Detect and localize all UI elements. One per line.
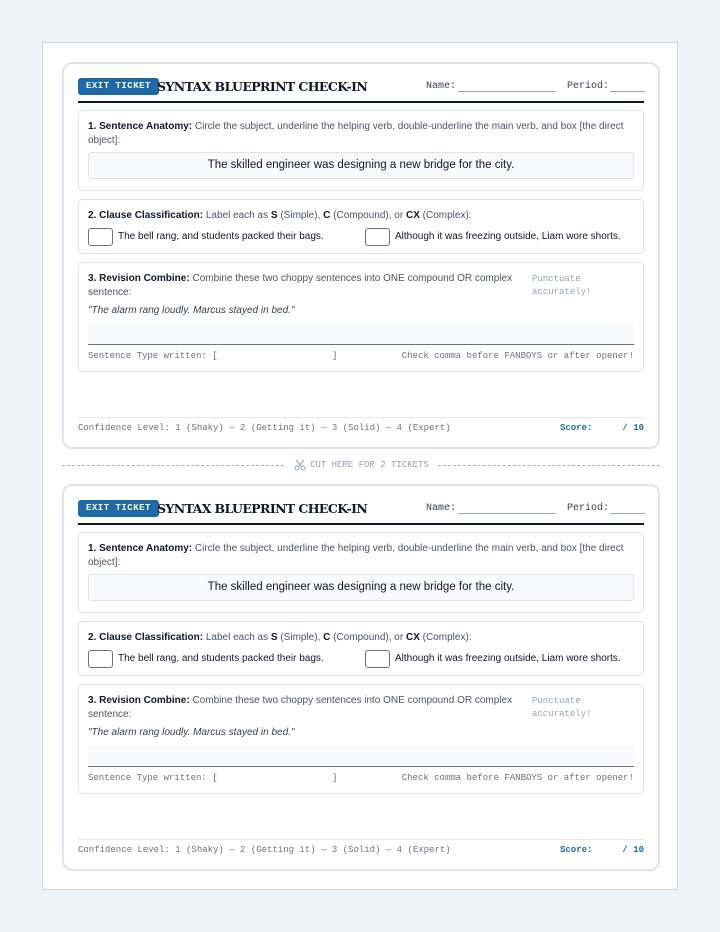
anatomy-sentence[interactable]: The skilled engineer was designing a new bridge for the city. (88, 152, 634, 179)
ticket-title: SYNTAX BLUEPRINT CHECK-IN (157, 501, 368, 516)
question-2-intro: Label each as (205, 632, 269, 643)
question-1-number: 1. Sentence Anatomy: (88, 121, 193, 132)
comma-check-note: Check comma before FANBOYS or after opener! (401, 773, 634, 783)
question-1-instructions: Circle the subject, underline the helping verb, double-underline the main verb, and box [the direct object]: (88, 543, 624, 568)
clause-option-1: The bell rang, and students packed their bags. (118, 231, 324, 242)
sentence-type-label: Sentence Type written: [ (88, 773, 218, 783)
ticket-header (78, 77, 644, 103)
code-simple: S (270, 632, 278, 643)
choppy-sentences-quote: "The alarm rang loudly. Marcus stayed in bed." (88, 727, 295, 738)
score-label: Score: (560, 423, 593, 433)
punctuate-note-line-2: accurately! (532, 287, 592, 297)
revision-answer-field[interactable] (88, 745, 634, 767)
exit-ticket-2 (62, 484, 660, 871)
period-label: Period: (567, 81, 610, 92)
score-total: / 10 (622, 845, 644, 855)
question-2-clause-classification (78, 199, 644, 254)
label-box-1[interactable] (88, 228, 113, 246)
question-2-number: 2. Clause Classification: (88, 632, 204, 643)
code-complex: CX (405, 632, 420, 643)
ticket-footer (78, 417, 644, 437)
score-label: Score: (560, 845, 593, 855)
cut-here-text: CUT HERE FOR 2 TICKETS (310, 460, 429, 470)
punctuate-note-line-1: Punctuate (532, 696, 581, 706)
revision-answer-field[interactable] (88, 323, 634, 345)
punctuate-note (532, 273, 591, 299)
code-compound: C (323, 210, 331, 221)
cut-line (62, 458, 660, 474)
sentence-type-label: Sentence Type written: [ (88, 351, 218, 361)
label-box-2[interactable] (365, 228, 390, 246)
period-field[interactable] (610, 91, 645, 92)
sentence-type-bracket: ] (332, 351, 338, 361)
name-field[interactable] (458, 91, 556, 92)
question-2-prompt (88, 631, 634, 645)
cut-dash-right (438, 465, 660, 466)
punctuate-note (532, 695, 591, 721)
question-3-revision-combine (78, 684, 644, 794)
question-2-intro: Label each as (205, 210, 269, 221)
exit-ticket-1 (62, 62, 660, 449)
code-compound-label: (Compound), or (333, 210, 404, 221)
question-3-revision-combine (78, 262, 644, 372)
code-simple-label: (Simple), (280, 210, 321, 221)
question-3-instructions: Combine these two choppy sentences into ONE compound OR complex sentence: (88, 273, 513, 298)
clause-option-1: The bell rang, and students packed their bags. (118, 653, 324, 664)
question-1-sentence-anatomy (78, 532, 644, 613)
question-1-instructions: Circle the subject, underline the helping verb, double-underline the main verb, and box [the direct object]: (88, 121, 624, 146)
scissors-icon (294, 459, 306, 471)
label-box-1[interactable] (88, 650, 113, 668)
exit-ticket-badge: EXIT TICKET (78, 78, 159, 95)
punctuate-note-line-2: accurately! (532, 709, 592, 719)
question-1-prompt (88, 120, 634, 148)
punctuate-note-line-1: Punctuate (532, 274, 581, 284)
code-compound-label: (Compound), or (333, 632, 404, 643)
question-3-number: 3. Revision Combine: (88, 695, 190, 706)
clause-option-2: Although it was freezing outside, Liam wore shorts. (395, 653, 621, 664)
name-label: Name: (426, 81, 457, 92)
confidence-scale: Confidence Level: 1 (Shaky) — 2 (Getting it) — 3 (Solid) — 4 (Expert) (78, 423, 451, 433)
anatomy-sentence[interactable]: The skilled engineer was designing a new bridge for the city. (88, 574, 634, 601)
worksheet-page (42, 42, 678, 890)
ticket-title: SYNTAX BLUEPRINT CHECK-IN (157, 79, 368, 94)
exit-ticket-badge: EXIT TICKET (78, 500, 159, 517)
question-3-instructions: Combine these two choppy sentences into ONE compound OR complex sentence: (88, 695, 513, 720)
question-1-prompt (88, 542, 634, 570)
question-1-number: 1. Sentence Anatomy: (88, 543, 193, 554)
question-3-prompt (88, 694, 523, 722)
question-2-prompt (88, 209, 634, 223)
question-2-number: 2. Clause Classification: (88, 210, 204, 221)
name-label: Name: (426, 503, 457, 514)
label-box-2[interactable] (365, 650, 390, 668)
code-complex-label: (Complex): (422, 210, 472, 221)
sentence-type-bracket: ] (332, 773, 338, 783)
clause-option-2: Although it was freezing outside, Liam wore shorts. (395, 231, 621, 242)
code-simple-label: (Simple), (280, 632, 321, 643)
comma-check-note: Check comma before FANBOYS or after opener! (401, 351, 634, 361)
code-complex-label: (Complex): (422, 632, 472, 643)
cut-dash-left (62, 465, 284, 466)
code-simple: S (270, 210, 278, 221)
question-3-prompt (88, 272, 523, 300)
name-field[interactable] (458, 513, 556, 514)
question-1-sentence-anatomy (78, 110, 644, 191)
period-label: Period: (567, 503, 610, 514)
confidence-scale: Confidence Level: 1 (Shaky) — 2 (Getting it) — 3 (Solid) — 4 (Expert) (78, 845, 451, 855)
ticket-header (78, 499, 644, 525)
question-2-clause-classification (78, 621, 644, 676)
code-compound: C (323, 632, 331, 643)
ticket-footer (78, 839, 644, 859)
score-total: / 10 (622, 423, 644, 433)
code-complex: CX (405, 210, 420, 221)
choppy-sentences-quote: "The alarm rang loudly. Marcus stayed in bed." (88, 305, 295, 316)
period-field[interactable] (610, 513, 645, 514)
question-3-number: 3. Revision Combine: (88, 273, 190, 284)
